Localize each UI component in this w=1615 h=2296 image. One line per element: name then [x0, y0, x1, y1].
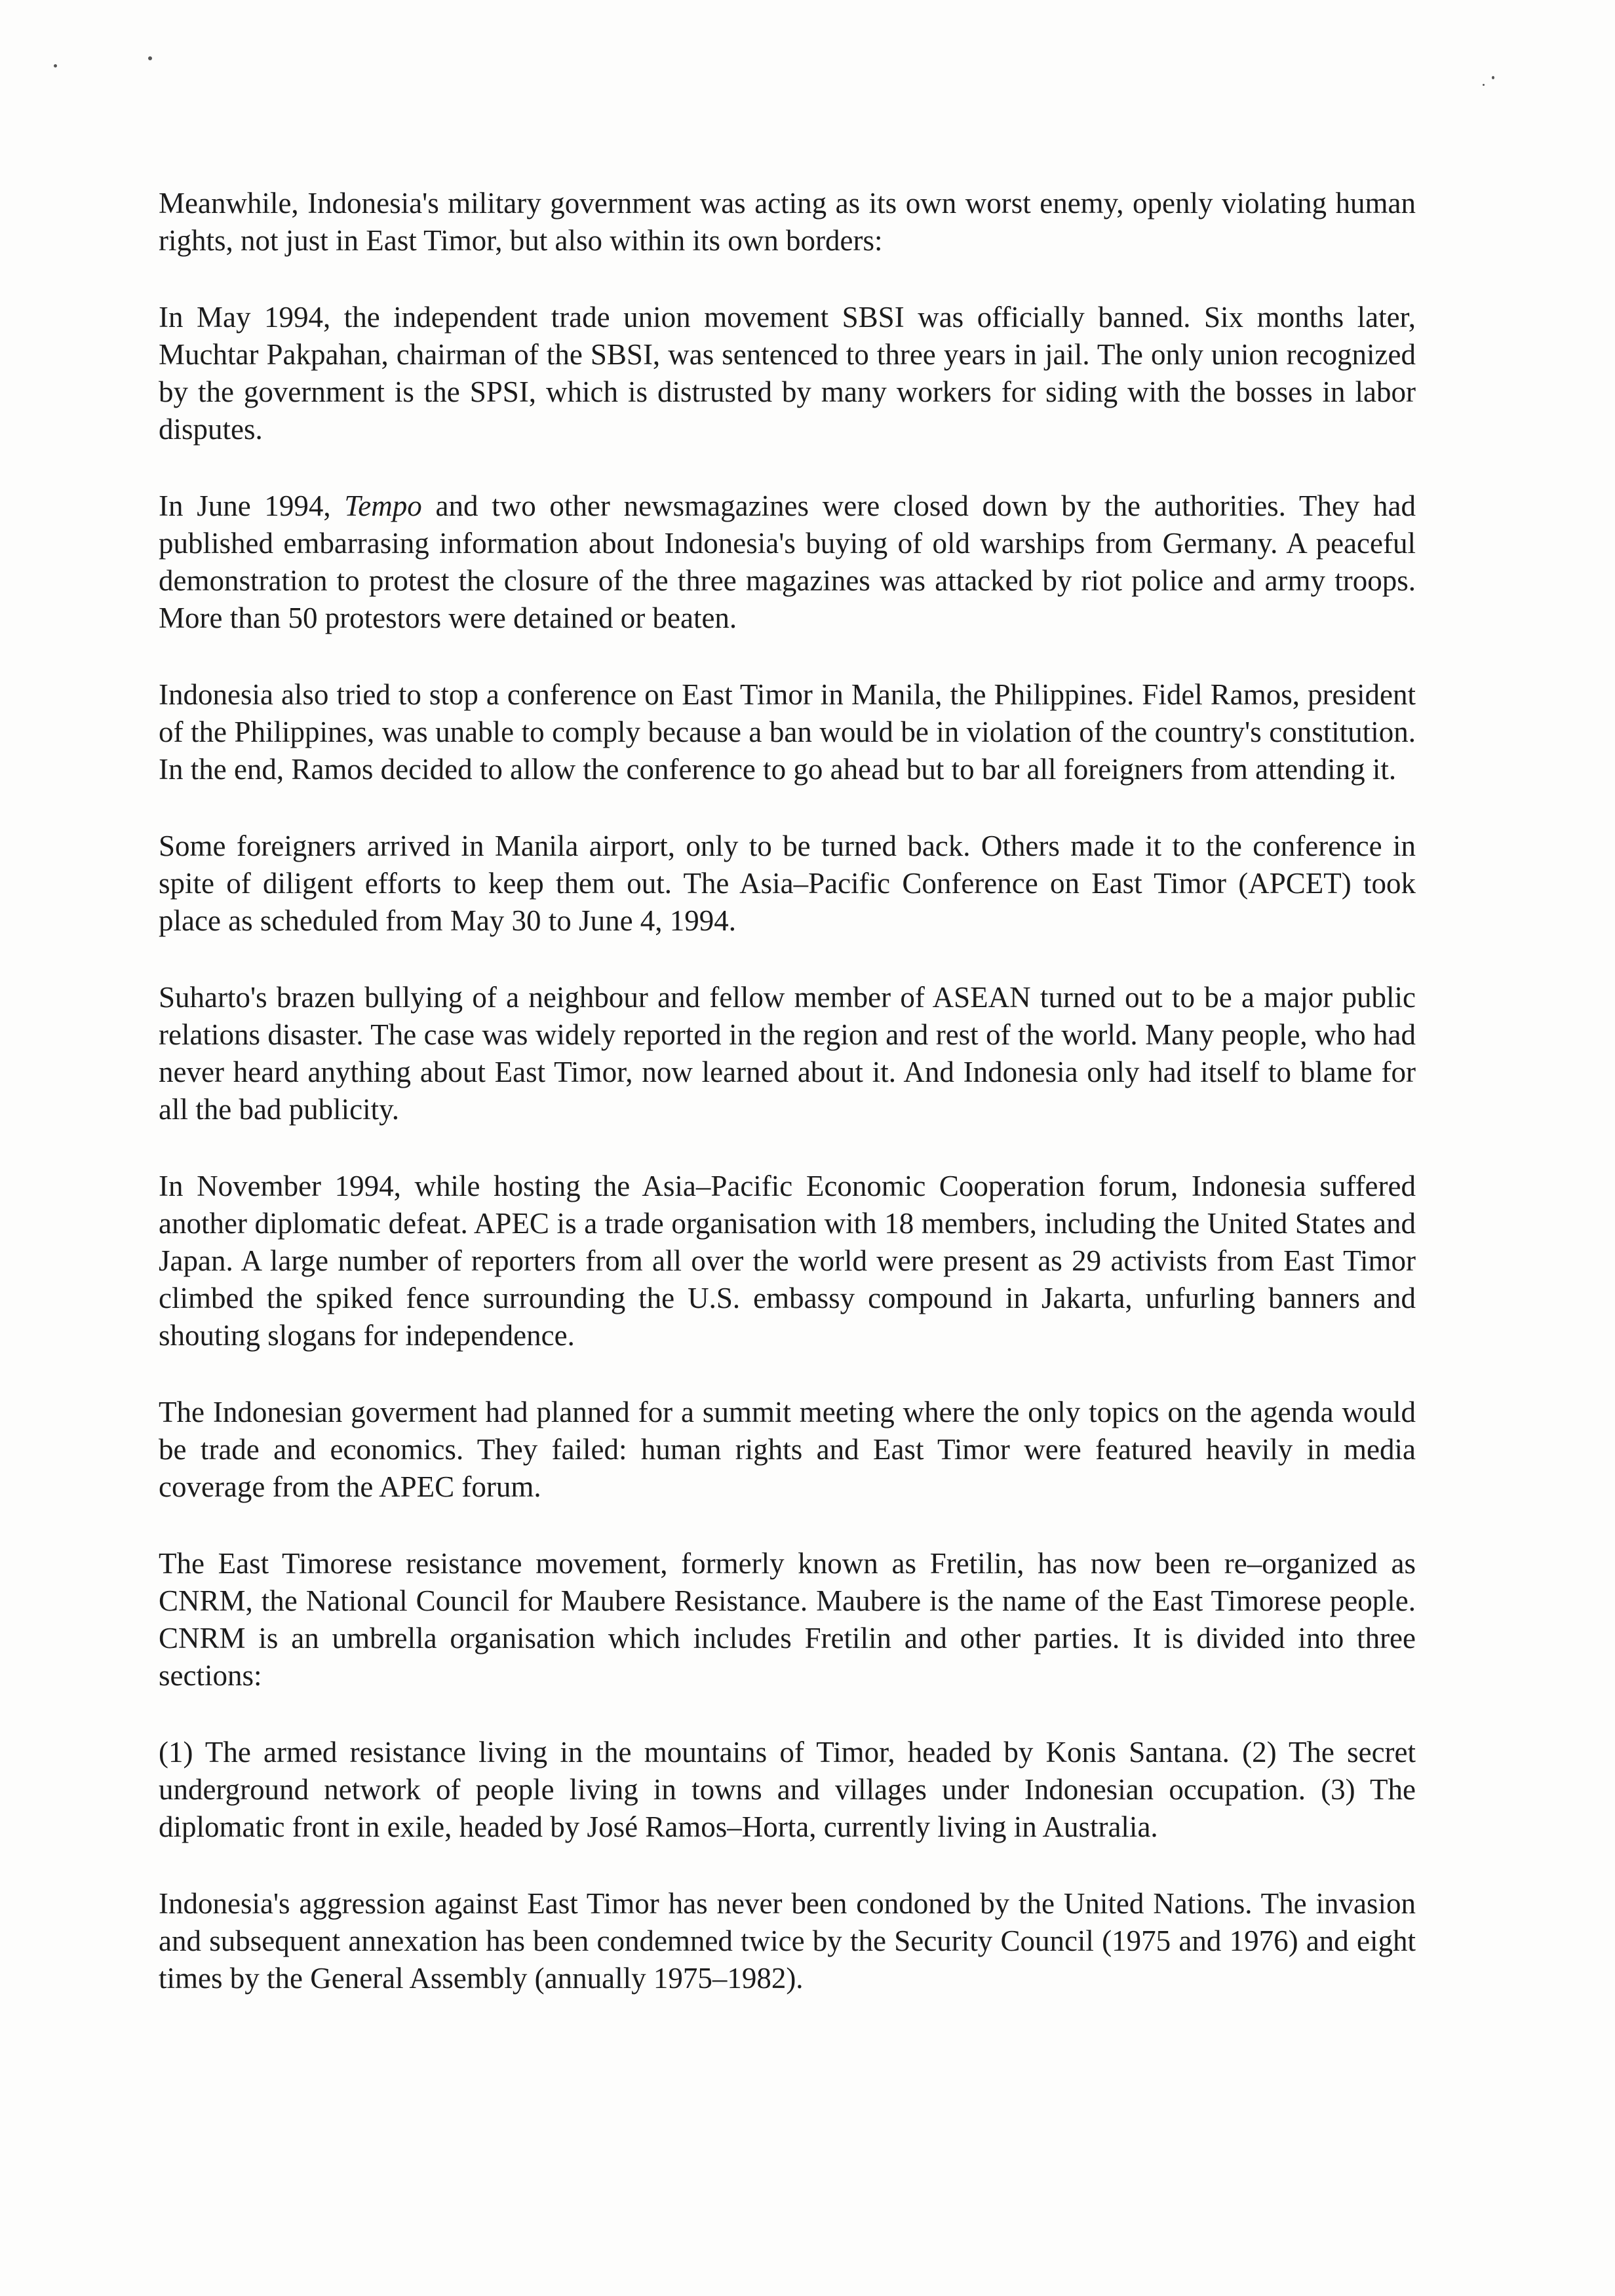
paragraph-tempo-closure — [159, 488, 1416, 637]
scan-speck — [1483, 84, 1485, 86]
paragraph-manila-conference: Indonesia also tried to stop a conference on East Timor in Manila, the Philippines. Fidel Ramos, president of the Philippines, was unable to comply because a ban would be in violation of the country's constitution. In the end, Ramos decided to allow the conference to go ahead but to bar all foreigners from attending it. — [159, 678, 1416, 786]
scan-speck — [54, 64, 57, 67]
paragraph-human-rights-intro: Meanwhile, Indonesia's military government was acting as its own worst enemy, openly violating human rights, not just in East Timor, but also within its own borders: — [159, 187, 1416, 257]
paragraph-summit-failure: The Indonesian goverment had planned for a summit meeting where the only topics on the agenda would be trade and economics. They failed: human rights and East Timor were featured heavily in media coverage from the APEC forum. — [159, 1396, 1416, 1503]
scan-speck — [1492, 76, 1494, 79]
paragraph-text-segment: and two other newsmagazines were closed down by the authorities. They had published embarrasing information about Indonesia's buying of old warships from Germany. A peaceful demonstration to protest the closure of the three magazines was attacked by riot police and army troops. More than 50 protestors were detained or beaten. — [159, 489, 1416, 634]
paragraph-united-nations: Indonesia's aggression against East Timor has never been condoned by the United Nations. The invasion and subsequent annexation has been condemned twice by the Security Council (1975 and 1976) and eight times by the General Assembly (annually 1975–1982). — [159, 1887, 1416, 1995]
paragraph-suharto-bullying: Suharto's brazen bullying of a neighbour and fellow member of ASEAN turned out to be a major public relations disaster. The case was widely reported in the region and rest of the world. Many people, who had never heard anything about East Timor, now learned about it. And Indonesia only had itself to blame for all the bad publicity. — [159, 981, 1416, 1126]
paragraph-apcet: Some foreigners arrived in Manila airport, only to be turned back. Others made it to the conference in spite of diligent efforts to keep them out. The Asia–Pacific Conference on East Timor (APCET) took place as scheduled from May 30 to June 4, 1994. — [159, 830, 1416, 937]
magazine-title: Tempo — [344, 489, 422, 522]
paragraph-three-sections: (1) The armed resistance living in the mountains of Timor, headed by Konis Santana. (2) The secret underground network of people living in towns and villages under Indonesian occupation. (3) The diplomatic front in exile, headed by José Ramos–Horta, currently living in Australia. — [159, 1736, 1416, 1843]
scan-speck — [148, 56, 152, 60]
paragraph-apec-forum: In November 1994, while hosting the Asia–Pacific Economic Cooperation forum, Indonesia suffered another diplomatic defeat. APEC is a trade organisation with 18 members, including the United States and Japan. A large number of reporters from all over the world were present as 29 activists from East Timor climbed the spiked fence surrounding the U.S. embassy compound in Jakarta, unfurling banners and shouting slogans for independence. — [159, 1170, 1416, 1352]
paragraph-sbsi-ban: In May 1994, the independent trade union movement SBSI was officially banned. Six months later, Muchtar Pakpahan, chairman of the SBSI, was sentenced to three years in jail. The only union recognized by the government is the SPSI, which is distrusted by many workers for siding with the bosses in labor disputes. — [159, 301, 1416, 446]
document-body — [159, 185, 1416, 2037]
paragraph-cnrm: The East Timorese resistance movement, formerly known as Fretilin, has now been re–organized as CNRM, the National Council for Maubere Resistance. Maubere is the name of the East Timorese people. CNRM is an umbrella organisation which includes Fretilin and other parties. It is divided into three sections: — [159, 1547, 1416, 1692]
paragraph-text-segment: In June 1994, — [159, 489, 345, 522]
